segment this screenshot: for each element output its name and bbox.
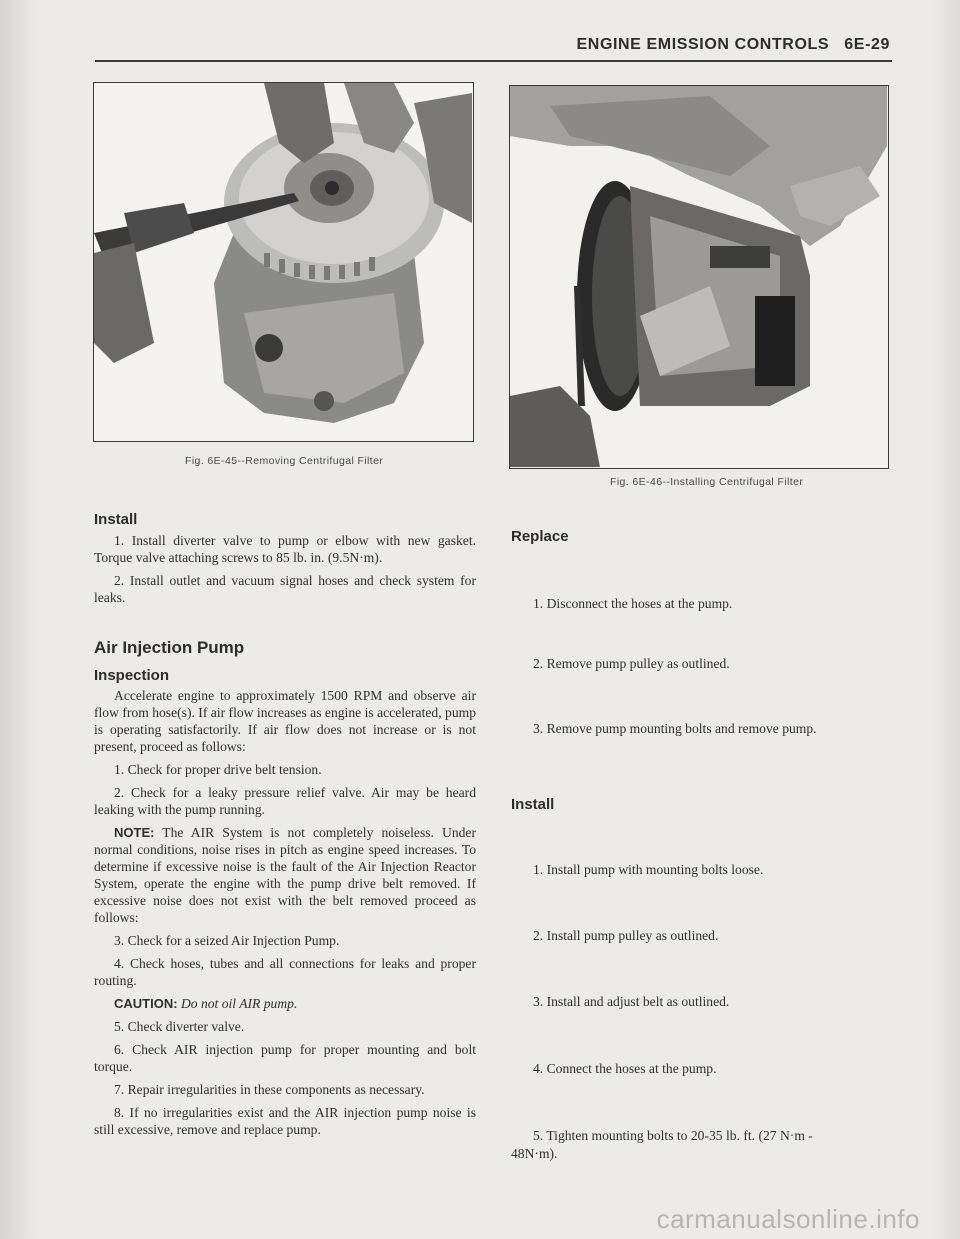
caution-label: CAUTION: [114,996,178,1011]
right-install-step-2: 2. Install pump pulley as outlined. [533,928,719,943]
air-injection-pump-heading: Air Injection Pump [94,638,245,657]
centrifugal-filter-removal-image [94,83,472,440]
right-install-step-5-cont: 48N·m). [511,1146,558,1161]
replace-step-1: 1. Disconnect the hoses at the pump. [533,596,733,611]
inspection-body [94,687,476,1144]
right-install-step-5: 5. Tighten mounting bolts to 20-35 lb. ft. (27 N·m - [533,1128,813,1143]
figure-6e-46-caption: Fig. 6E-46--Installing Centrifugal Filter [610,476,804,488]
note-text: The AIR System is not completely noiseless. Under normal conditions, noise rises in pitch as engine speed increases. To determine if excessive noise is the fault of the Air Injection Reactor System, operate the engine with the pump drive belt removed. If excessive noise does not exist with the belt removed proceed as follows: [94,825,476,925]
inspection-step-3: 3. Check for a seized Air Injection Pump. [114,933,340,948]
note-paragraph [94,824,476,926]
inspection-intro: Accelerate engine to approximately 1500 RPM and observe air flow from hose(s). If air flow increases as engine is accelerated, pump is operating satisfactorily. If air flow does not increase or is not present, proceed as follows: [94,688,476,754]
page-title: ENGINE EMISSION CONTROLS 6E-29 [576,36,890,53]
right-install-step-3: 3. Install and adjust belt as outlined. [533,994,730,1009]
right-install-step-1: 1. Install pump with mounting bolts loose. [533,862,764,877]
page-header [0,0,960,64]
caution-text: Do not oil AIR pump. [177,996,298,1011]
install-steps [94,532,476,612]
install-step-2: 2. Install outlet and vacuum signal hoses and check system for leaks. [94,573,476,605]
figure-6e-45-caption: Fig. 6E-45--Removing Centrifugal Filter [185,455,384,467]
caution-paragraph [94,995,476,1012]
centrifugal-filter-install-image [510,86,887,467]
inspection-step-7: 7. Repair irregularities in these components as necessary. [114,1082,425,1097]
watermark: carmanualsonline.info [656,1204,920,1234]
figure-6e-46-photo [509,85,889,469]
note-label: NOTE: [114,825,155,840]
figure-6e-45-photo [93,82,474,442]
inspection-step-6: 6. Check AIR injection pump for proper mounting and bolt torque. [94,1042,476,1074]
right-install-heading: Install [511,796,555,813]
install-step-1: 1. Install diverter valve to pump or elbow with new gasket. Torque valve attaching screws to 85 lb. in. (9.5N·m). [94,533,476,565]
right-install-step-4: 4. Connect the hoses at the pump. [533,1061,717,1076]
page-edge-right [930,0,960,1239]
inspection-heading: Inspection [94,667,170,684]
inspection-step-2: 2. Check for a leaky pressure relief valve. Air may be heard leaking with the pump running. [94,785,476,817]
page-edge-left [0,0,40,1239]
replace-heading: Replace [511,528,569,545]
replace-step-3: 3. Remove pump mounting bolts and remove pump. [533,721,817,736]
inspection-step-5: 5. Check diverter valve. [114,1019,245,1034]
inspection-step-8: 8. If no irregularities exist and the AIR injection pump noise is still excessive, remove and replace pump. [94,1105,476,1137]
inspection-step-4: 4. Check hoses, tubes and all connections for leaks and proper routing. [94,956,476,988]
inspection-step-1: 1. Check for proper drive belt tension. [114,762,322,777]
header-rule [95,60,892,62]
install-heading: Install [94,511,138,528]
replace-step-2: 2. Remove pump pulley as outlined. [533,656,730,671]
